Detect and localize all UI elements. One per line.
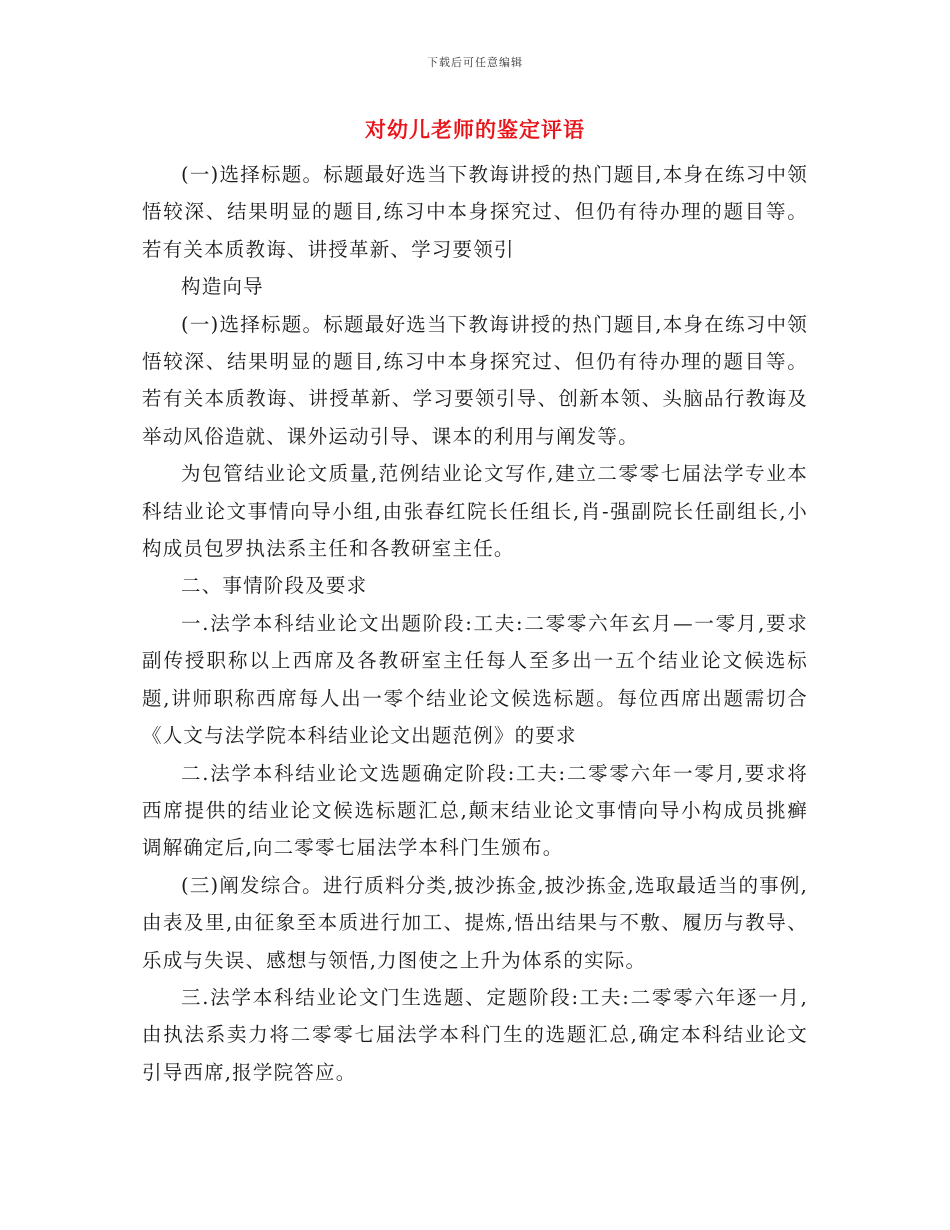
paragraph-7: 二.法学本科结业论文选题确定阶段:工夫:二零零六年一零月,要求将西席提供的结业论文候选标题汇总,颠末结业论文事情向导小构成员挑癣调解确定后,向二零零七届法学本科门生颁布。 [142,761,808,860]
paragraph-8: (三)阐发综合。进行质料分类,披沙拣金,披沙拣金,选取最适当的事例,由表及里,由征象至本质进行加工、提炼,悟出结果与不敷、履历与教导、乐成与失误、感想与领悟,力图使之上升为体系的实际。 [142,873,808,972]
paragraph-1: (一)选择标题。标题最好选当下教诲讲授的热门题目,本身在练习中领悟较深、结果明显的题目,练习中本身探究过、但仍有待办理的题目等。若有关本质教诲、讲授革新、学习要领引 [142,163,808,261]
document-title: 对幼儿老师的鉴定评语 [365,117,585,142]
paragraph-9: 三.法学本科结业论文门生选题、定题阶段:工夫:二零零六年逐一月,由执法系卖力将二零零七届法学本科门生的选题汇总,确定本科结业论文引导西席,报学院答应。 [142,985,808,1084]
header-note: 下载后可任意编辑 [427,56,523,69]
paragraph-2: 构造向导 [181,275,264,299]
paragraph-6: 一.法学本科结业论文出题阶段:工夫:二零零六年玄月—一零月,要求副传授职称以上西席及各教研室主任每人至多出一五个结业论文候选标题,讲师职称西席每人出一零个结业论文候选标题。每位西席出题需切合《人文与法学院本科结业论文出题范例》的要求 [142,611,808,748]
document-body [142,156,808,1091]
paragraph-4: 为包管结业论文质量,范例结业论文写作,建立二零零七届法学专业本科结业论文事情向导小组,由张春红院长任组长,肖-强副院长任副组长,小构成员包罗执法系主任和各教研室主任。 [142,462,808,561]
paragraph-5: 二、事情阶段及要求 [181,574,368,598]
paragraph-3: (一)选择标题。标题最好选当下教诲讲授的热门题目,本身在练习中领悟较深、结果明显的题目,练习中本身探究过、但仍有待办理的题目等。若有关本质教诲、讲授革新、学习要领引导、创新本领、头脑品行教诲及举动风俗造就、课外运动引导、课本的利用与阐发等。 [142,312,808,448]
